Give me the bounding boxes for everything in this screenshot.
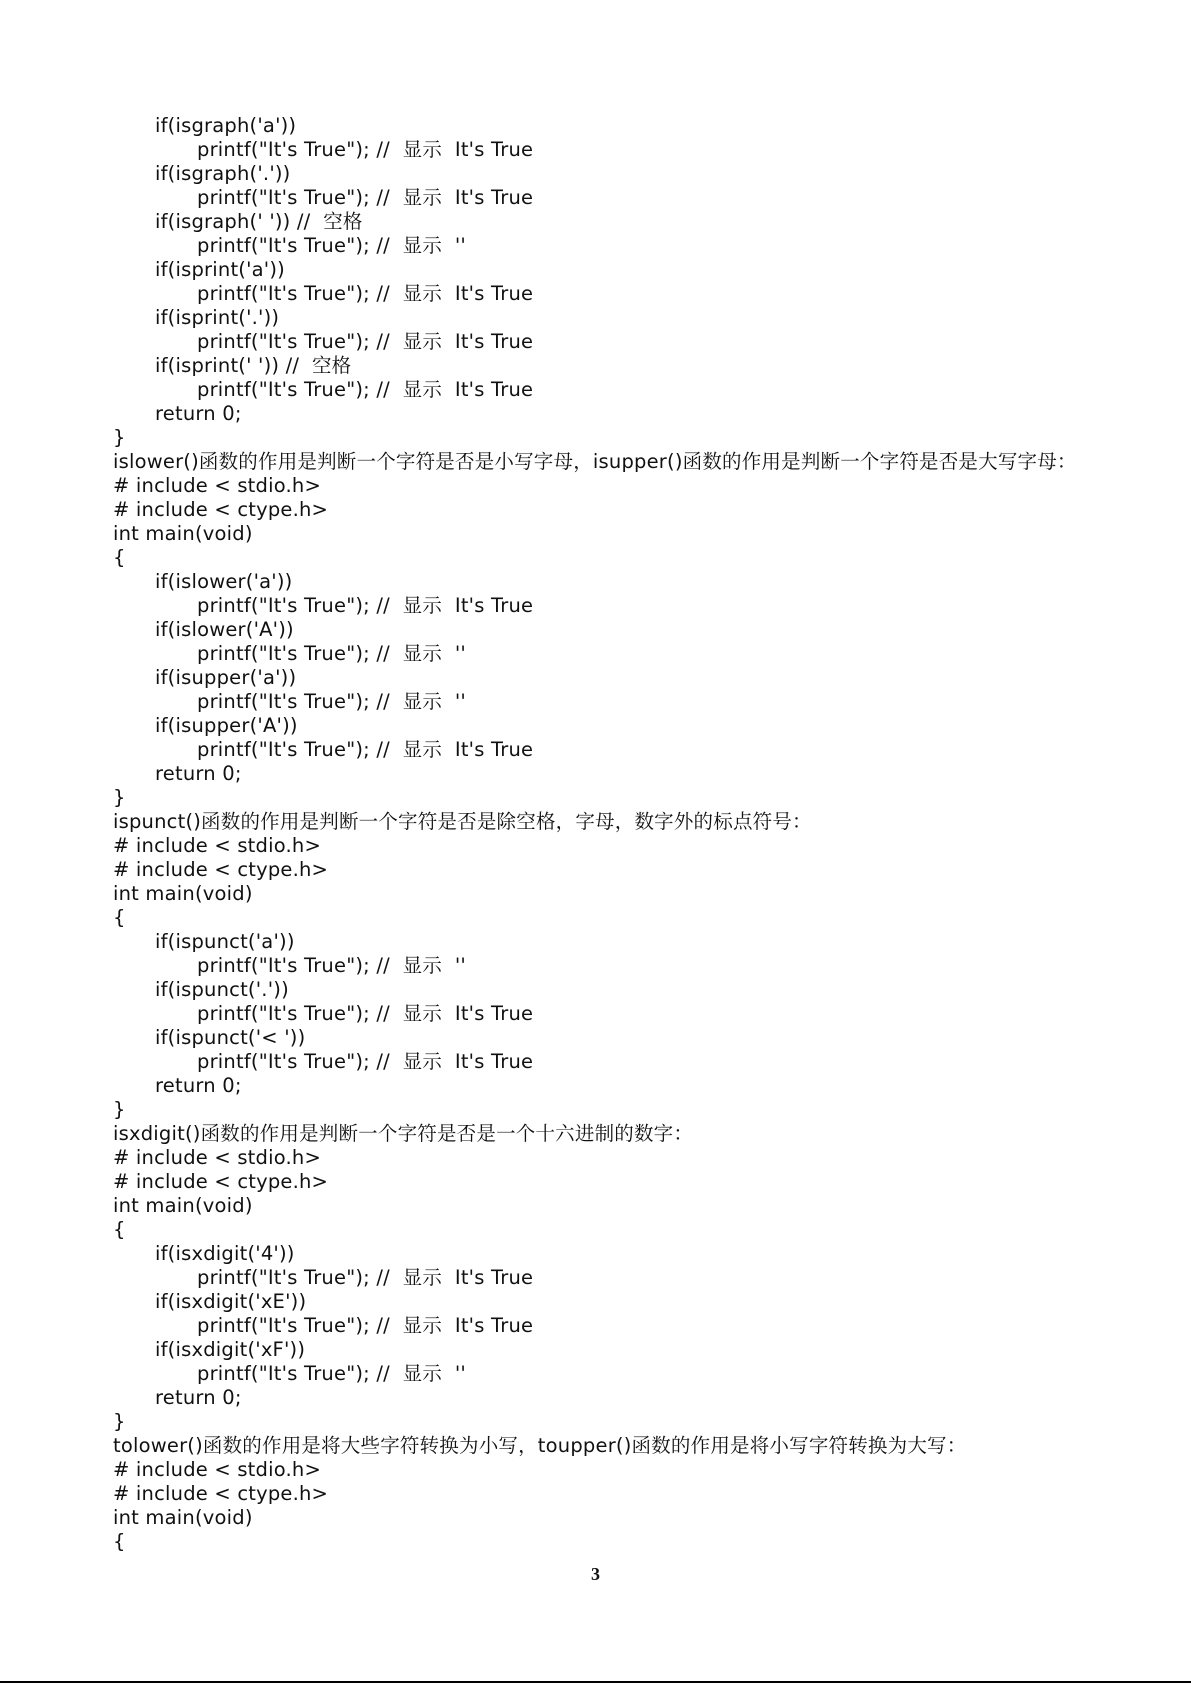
text-line: }	[113, 1410, 126, 1433]
text-line: int main(void)	[113, 1194, 253, 1217]
text-line: }	[113, 1098, 126, 1121]
text-line: if(isxdigit('xE'))	[155, 1290, 307, 1313]
text-line: printf("It's True"); // 显示 It's True	[197, 186, 534, 209]
text-line: if(ispunct('.'))	[155, 978, 289, 1001]
text-line: printf("It's True"); // 显示 It's True	[197, 1002, 534, 1025]
text-line: if(isxdigit('xF'))	[155, 1338, 306, 1361]
text-line: printf("It's True"); // 显示 It's True	[197, 378, 534, 401]
text-line: islower()函数的作用是判断一个字符是否是小写字母，isupper()函数的作用是判断一个字符是否是大写字母：	[113, 450, 1077, 473]
text-line: {	[113, 1530, 126, 1553]
code-listing	[113, 114, 1173, 1554]
text-line: return 0;	[155, 1386, 242, 1409]
text-line: return 0;	[155, 402, 242, 425]
text-line: printf("It's True"); // 显示 It's True	[197, 1050, 534, 1073]
text-line: {	[113, 546, 126, 569]
text-line: if(ispunct('a'))	[155, 930, 295, 953]
page-number: 3	[591, 1564, 600, 1584]
text-line: if(isprint('.'))	[155, 306, 280, 329]
text-line: if(islower('A'))	[155, 618, 294, 641]
text-line: # include < stdio.h>	[113, 834, 322, 857]
text-line: # include < stdio.h>	[113, 474, 322, 497]
text-line: printf("It's True"); // 显示 ''	[197, 690, 466, 713]
text-line: int main(void)	[113, 1506, 253, 1529]
text-line: if(isprint(' ')) // 空格	[155, 354, 352, 377]
text-line: if(isupper('A'))	[155, 714, 298, 737]
text-line: return 0;	[155, 1074, 242, 1097]
text-line: printf("It's True"); // 显示 It's True	[197, 1266, 534, 1289]
text-line: printf("It's True"); // 显示 ''	[197, 1362, 466, 1385]
text-line: # include < stdio.h>	[113, 1146, 322, 1169]
text-line: printf("It's True"); // 显示 It's True	[197, 138, 534, 161]
text-line: }	[113, 426, 126, 449]
text-line: isxdigit()函数的作用是判断一个字符是否是一个十六进制的数字：	[113, 1122, 694, 1145]
text-line: if(isxdigit('4'))	[155, 1242, 295, 1265]
text-line: printf("It's True"); // 显示 ''	[197, 234, 466, 257]
text-line: # include < ctype.h>	[113, 498, 329, 521]
text-line: printf("It's True"); // 显示 It's True	[197, 1314, 534, 1337]
text-line: printf("It's True"); // 显示 It's True	[197, 594, 534, 617]
text-line: if(isprint('a'))	[155, 258, 285, 281]
text-line: if(ispunct('< '))	[155, 1026, 306, 1049]
text-line: }	[113, 786, 126, 809]
text-line: printf("It's True"); // 显示 ''	[197, 954, 466, 977]
text-line: printf("It's True"); // 显示 It's True	[197, 738, 534, 761]
text-line: int main(void)	[113, 522, 253, 545]
text-line: # include < ctype.h>	[113, 1170, 329, 1193]
text-line: printf("It's True"); // 显示 It's True	[197, 330, 534, 353]
text-line: {	[113, 906, 126, 929]
text-line: if(isupper('a'))	[155, 666, 297, 689]
text-line: printf("It's True"); // 显示 It's True	[197, 282, 534, 305]
text-line: # include < stdio.h>	[113, 1458, 322, 1481]
text-line: if(isgraph('a'))	[155, 114, 297, 137]
text-line: ispunct()函数的作用是判断一个字符是否是除空格，字母，数字外的标点符号：	[113, 810, 812, 833]
text-line: # include < ctype.h>	[113, 1482, 329, 1505]
bottom-border	[0, 1681, 1191, 1683]
text-line: {	[113, 1218, 126, 1241]
text-line: tolower()函数的作用是将大些字符转换为小写，toupper()函数的作用是将小写字符转换为大写：	[113, 1434, 967, 1457]
text-line: return 0;	[155, 762, 242, 785]
text-line: if(isgraph(' ')) // 空格	[155, 210, 363, 233]
text-line: if(isgraph('.'))	[155, 162, 291, 185]
text-line: if(islower('a'))	[155, 570, 293, 593]
text-line: int main(void)	[113, 882, 253, 905]
text-line: printf("It's True"); // 显示 ''	[197, 642, 466, 665]
text-line: # include < ctype.h>	[113, 858, 329, 881]
